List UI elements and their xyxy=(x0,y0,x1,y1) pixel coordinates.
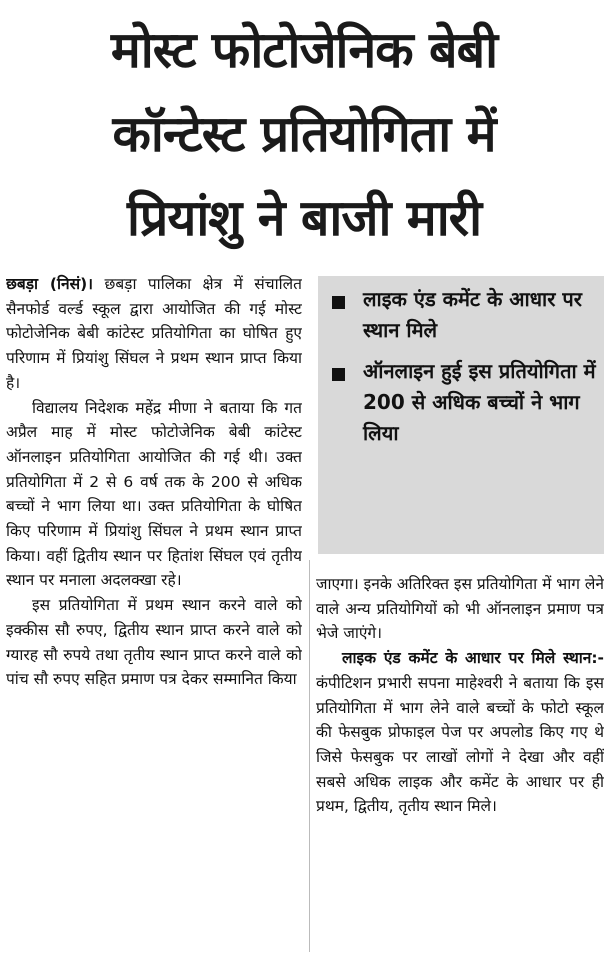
article-paragraph-5-text: कंपीटिशन प्रभारी सपना माहेश्वरी ने बताया कि इस प्रतियोगिता में भाग लेने वाले बच्चों के फोटो स्कूल की फेसबुक प्रोफाइल पेज पर अपलोड किए गए थे जिसे फेसबुक पर लाखों लोगों ने देखा और वहीं सबसे अधिक लाइक और कमेंट के आधार पर ही प्रथम, द्वितीय, तृतीय स्थान मिले। xyxy=(316,673,604,816)
article-column-left xyxy=(6,272,302,952)
square-bullet-icon xyxy=(332,368,345,381)
highlight-item xyxy=(332,356,596,449)
article-paragraph-2: विद्यालय निदेशक महेंद्र मीणा ने बताया कि गत अप्रैल माह में मोस्ट फोटोजेनिक बेबी कांटेस्ट ऑनलाइन प्रतियोगिता आयोजित की गई थी। उक्त प्रतियोगिता में 2 से 6 वर्ष तक के 200 से अधिक बच्चों ने भाग लिया था। उक्त प्रतियोगिता के घोषित किए परिणाम में प्रियांशु सिंघल ने प्रथम स्थान प्राप्त किया। वहीं द्वितीय स्थान पर हितांश सिंघल एवं तृतीय स्थान पर मनाला अदलक्खा रहे। xyxy=(6,398,302,590)
subheading: लाइक एंड कमेंट के आधार पर मिले स्थान:- xyxy=(342,649,604,668)
square-bullet-icon xyxy=(332,296,345,309)
article-paragraph-1-text: छबड़ा पालिका क्षेत्र में संचालित सैनफोर्ड वर्ल्ड स्कूल द्वारा आयोजित की गई मोस्ट फोटोजेनिक बेबी कांटेस्ट प्रतियोगिता का घोषित हुए परिणाम में प्रियांशु सिंघल ने प्रथम स्थान प्राप्त किया है। xyxy=(6,275,302,392)
headline-line-2: कॉन्टेस्ट प्रतियोगिता में xyxy=(112,105,496,163)
highlight-text: ऑनलाइन हुई इस प्रतियोगिता में 200 से अधिक बच्चों ने भाग लिया xyxy=(363,359,596,445)
article-column-right xyxy=(316,572,604,952)
headline xyxy=(10,8,598,260)
highlight-text: लाइक एंड कमेंट के आधार पर स्थान मिले xyxy=(363,287,582,342)
article-paragraph-1 xyxy=(6,272,302,396)
dateline: छबड़ा (निसं)। xyxy=(6,275,94,293)
column-divider xyxy=(309,560,310,952)
article-paragraph-5 xyxy=(316,646,604,819)
headline-line-3: प्रियांशु ने बाजी मारी xyxy=(126,189,482,247)
headline-line-1: मोस्ट फोटोजेनिक बेबी xyxy=(110,21,498,79)
highlight-box xyxy=(318,276,604,554)
article-paragraph-3: इस प्रतियोगिता में प्रथम स्थान करने वाले को इक्कीस सौ रुपए, द्वितीय स्थान प्राप्त करने वाले को ग्यारह सौ रुपये तथा तृतीय स्थान प्राप्त करने वाले को पांच सौ रुपए सहित प्रमाण पत्र देकर सम्मानित किया xyxy=(6,596,302,689)
article-paragraph-4: जाएगा। इनके अतिरिक्त इस प्रतियोगिता में भाग लेने वाले अन्य प्रतियोगियों को भी ऑनलाइन प्रमाण पत्र भेजे जाएंगे। xyxy=(316,575,604,643)
highlight-item xyxy=(332,284,596,346)
